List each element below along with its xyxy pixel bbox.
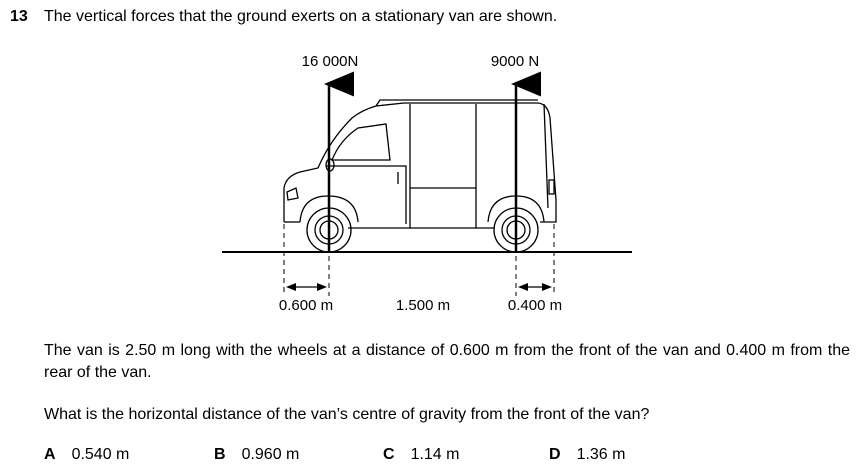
question-stem: The vertical forces that the ground exerts on a stationary van are shown. xyxy=(44,8,558,25)
option-b[interactable] xyxy=(214,446,299,464)
option-letter: C xyxy=(383,446,395,463)
distance-label-front: 0.600 m xyxy=(278,297,334,314)
option-value: 1.14 m xyxy=(410,446,460,463)
option-a[interactable] xyxy=(44,446,129,464)
dimension-arrows xyxy=(286,283,552,291)
distance-label-rear: 0.400 m xyxy=(507,297,563,314)
option-d[interactable] xyxy=(549,446,625,464)
question-number: 13 xyxy=(10,8,28,25)
option-letter: A xyxy=(44,446,56,463)
option-letter: D xyxy=(549,446,561,463)
option-value: 1.36 m xyxy=(576,446,626,463)
dimension-guides xyxy=(284,224,554,296)
option-value: 0.540 m xyxy=(71,446,130,463)
force-label-rear: 9000 N xyxy=(490,53,540,70)
question-prompt: What is the horizontal distance of the van’s centre of gravity from the front of the van? xyxy=(44,406,650,423)
description-paragraph: The van is 2.50 m long with the wheels at a distance of 0.600 m from the front of the van and 0.400 m from the rear of the van. xyxy=(44,342,850,381)
option-value: 0.960 m xyxy=(241,446,300,463)
distance-label-middle: 1.500 m xyxy=(395,297,451,314)
force-label-front: 16 000N xyxy=(301,53,359,70)
option-c[interactable] xyxy=(383,446,459,464)
option-letter: B xyxy=(214,446,226,463)
